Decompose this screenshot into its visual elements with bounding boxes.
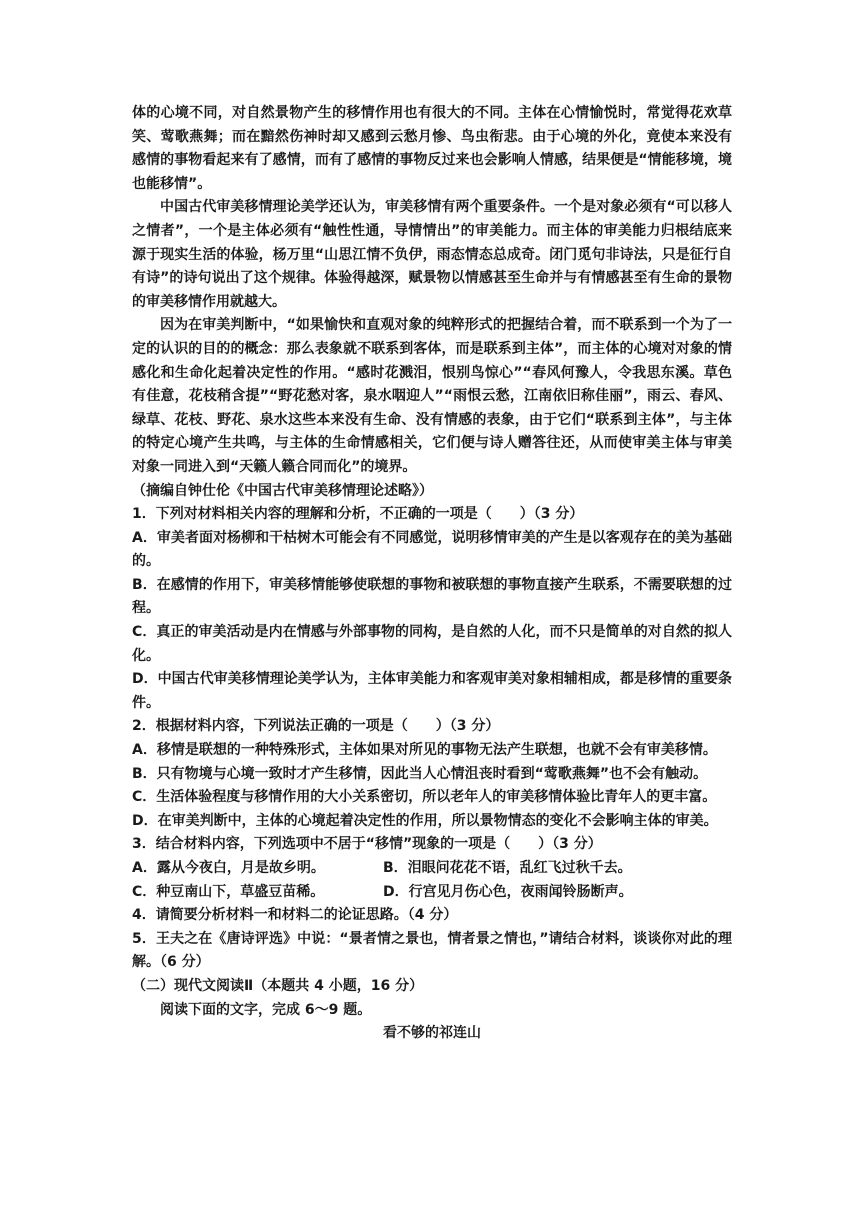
question-2-option-c: C．生活体验程度与移情作用的大小关系密切，所以老年人的审美移情体验比青年人的更丰富。 [132,789,717,806]
question-1-stem: 1．下列对材料相关内容的理解和分析，不正确的一项是（ ）（3 分） [132,506,584,523]
question-4: 4．请简要分析材料一和材料二的论证思路。（4 分） [132,907,458,924]
question-1-option-b: B．在感情的作用下，审美移情能够使联想的事物和被联想的事物直接产生联系，不需要联想的过程。 [132,576,732,617]
question-2-stem: 2．根据材料内容，下列说法正确的一项是（ ）（3 分） [132,718,500,735]
question-3-stem: 3．结合材料内容，下列选项中不居于“移情”现象的一项是（ ）（3 分） [132,836,602,853]
passage-source: （摘编自钟仕伦《中国古代审美移情理论述略》） [132,482,433,499]
question-2-option-d: D．在审美判断中，主体的心境起着决定性的作用，所以景物情态的变化不会影响主体的审美。 [132,812,718,829]
question-3-options-row-2 [132,881,732,905]
question-1 [132,503,732,715]
question-3-option-d: D．行宫见月伤心色，夜雨闻铃肠断声。 [383,883,633,900]
passage-paragraph-3: 因为在审美判断中，“如果愉快和直观对象的纯粹形式的把握结合着，而不联系到一个为了一定的认识的目的的概念：那么表象就不联系到客体，而是联系到主体”，而主体的心境对对象的情感化和生命化起着决定性的作用。“感时花溅泪，恨别鸟惊心”“春风何豫人，令我思东溪。草色有佳意，花枝稍含提”“野花愁对客，泉水咽迎人”“雨恨云愁，江南依旧称佳丽”，雨云、春风、绿草、花枝、野花、泉水这些本来没有生命、没有情感的表象，由于它们“联系到主体”，与主体的特定心境产生共鸣，与主体的生命情感相关，它们便与诗人赠答往还，从而使审美主体与审美对象一同进入到“天籁人籁合同而化”的境界。 [132,317,732,475]
article-title: 看不够的祁连山 [383,1025,481,1042]
question-3 [132,833,732,904]
question-3-option-a: A．露从今夜白，月是故乡明。 [132,860,325,876]
question-2 [132,715,732,833]
question-3-option-b: B．泪眼问花花不语，乱红飞过秋千去。 [383,860,632,876]
question-1-option-a: A．审美者面对杨柳和干枯树木可能会有不同感觉，说明移情审美的产生是以客观存在的美为基础的。 [132,529,732,570]
question-1-option-c: C．真正的审美活动是内在情感与外部事物的同构，是自然的人化，而不只是简单的对自然的拟人化。 [132,624,732,664]
section-heading: （二）现代文阅读Ⅱ（本题共 4 小题，16 分） [132,977,424,994]
question-1-option-d: D．中国古代审美移情理论美学认为，主体审美能力和客观审美对象相辅相成，都是移情的重要条件。 [132,671,732,711]
document-body [132,102,732,1046]
passage-paragraph-2: 中国古代审美移情理论美学还认为，审美移情有两个重要条件。一个是对象必须有“可以移人之情者”，一个是主体必须有“触性性通，导情情出”的审美能力。而主体的审美能力归根结底来源于现实生活的体验，杨万里“山思江情不负伊，雨态情态总成奇。闭门觅句非诗法，只是征行自有诗”的诗句说出了这个规律。体验得越深，赋景物以情感甚至生命并与有情感甚至有生命的景物的审美移情作用就越大。 [132,199,732,310]
question-3-options-row-1 [132,857,732,881]
passage-paragraph-1: 体的心境不同，对自然景物产生的移情作用也有很大的不同。主体在心情愉悦时，常觉得花欢草笑、莺歌燕舞；而在黯然伤神时却又感到云愁月惨、鸟虫衔悲。由于心境的外化，竟使本来没有感情的事物看起来有了感情，而有了感情的事物反过来也会影响人情感，结果便是“情能移境，境也能移情”。 [132,105,732,192]
question-5: 5．王夫之在《唐诗评选》中说：“景者情之景也，情者景之情也，”请结合材料，谈谈你对此的理解。（6 分） [132,930,732,971]
question-3-option-c: C．种豆南山下，草盛豆苗稀。 [132,883,325,900]
question-2-option-a: A．移情是联想的一种特殊形式，主体如果对所见的事物无法产生联想，也就不会有审美移情。 [132,742,717,759]
question-2-option-b: B．只有物境与心境一致时才产生移情，因此当人心情沮丧时看到“莺歌燕舞”也不会有触动。 [132,765,708,782]
reading-instruction: 阅读下面的文字，完成 6～9 题。 [160,1001,372,1018]
